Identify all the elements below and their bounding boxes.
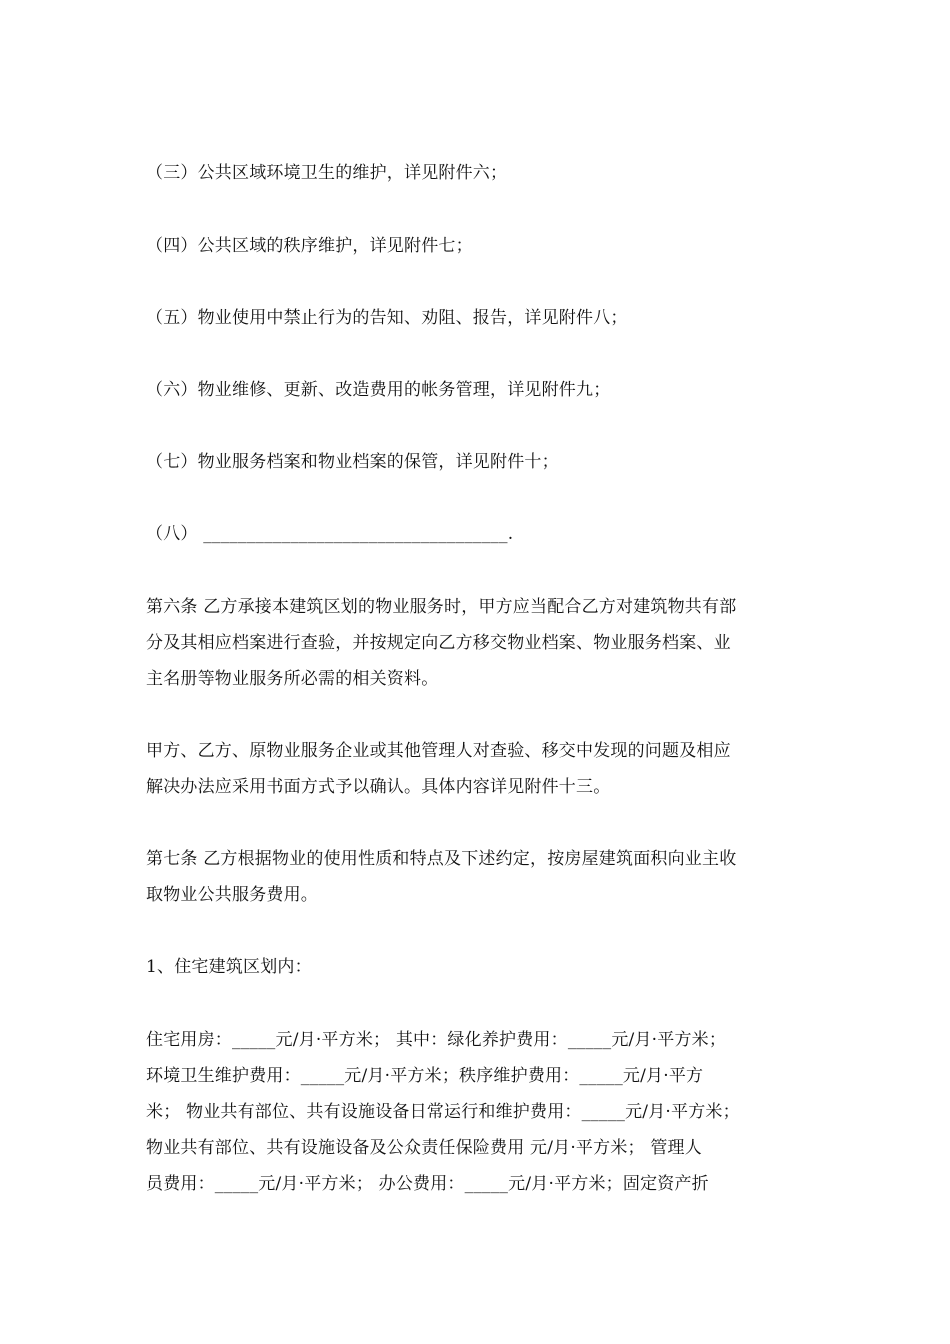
clause-item-7: （七）物业服务档案和物业档案的保管，详见附件十； [146, 452, 559, 472]
fee-line-3: 米； 物业共有部位、共有设施设备日常运行和维护费用：_____元/月·平方米； [146, 1102, 740, 1122]
article-6-line-1: 第六条 乙方承接本建筑区划的物业服务时，甲方应当配合乙方对建筑物共有部 [146, 597, 737, 617]
article-6-line-3: 主名册等物业服务所必需的相关资料。 [146, 669, 439, 689]
article-6-line-2: 分及其相应档案进行查验，并按规定向乙方移交物业档案、物业服务档案、业 [146, 633, 731, 653]
section-heading-residential: 1、住宅建筑区划内： [146, 957, 312, 977]
article-7-line-1: 第七条 乙方根据物业的使用性质和特点及下述约定，按房屋建筑面积向业主收 [146, 849, 737, 869]
article-7-line-2: 取物业公共服务费用。 [146, 885, 318, 905]
fee-line-5: 员费用：_____元/月·平方米； 办公费用：_____元/月·平方米；固定资产折 [146, 1174, 709, 1194]
article-6-para-2-line-2: 解决办法应采用书面方式予以确认。具体内容详见附件十三。 [146, 777, 611, 797]
clause-item-3: （三）公共区域环境卫生的维护，详见附件六； [146, 163, 508, 183]
fee-line-4: 物业共有部位、共有设施设备及公众责任保险费用 元/月·平方米； 管理人 [146, 1138, 702, 1158]
fee-line-2: 环境卫生维护费用：_____元/月·平方米；秩序维护费用：_____元/月·平方 [146, 1066, 704, 1086]
article-6-para-2-line-1: 甲方、乙方、原物业服务企业或其他管理人对查验、移交中发现的问题及相应 [146, 741, 731, 761]
fee-line-1: 住宅用房：_____元/月·平方米； 其中：绿化养护费用：_____元/月·平方米； [146, 1030, 727, 1050]
clause-item-8: （八） ___________________________________. [146, 524, 514, 544]
clause-item-4: （四）公共区域的秩序维护，详见附件七； [146, 236, 473, 256]
clause-item-5: （五）物业使用中禁止行为的告知、劝阻、报告，详见附件八； [146, 308, 628, 328]
clause-item-6: （六）物业维修、更新、改造费用的帐务管理，详见附件九； [146, 380, 611, 400]
